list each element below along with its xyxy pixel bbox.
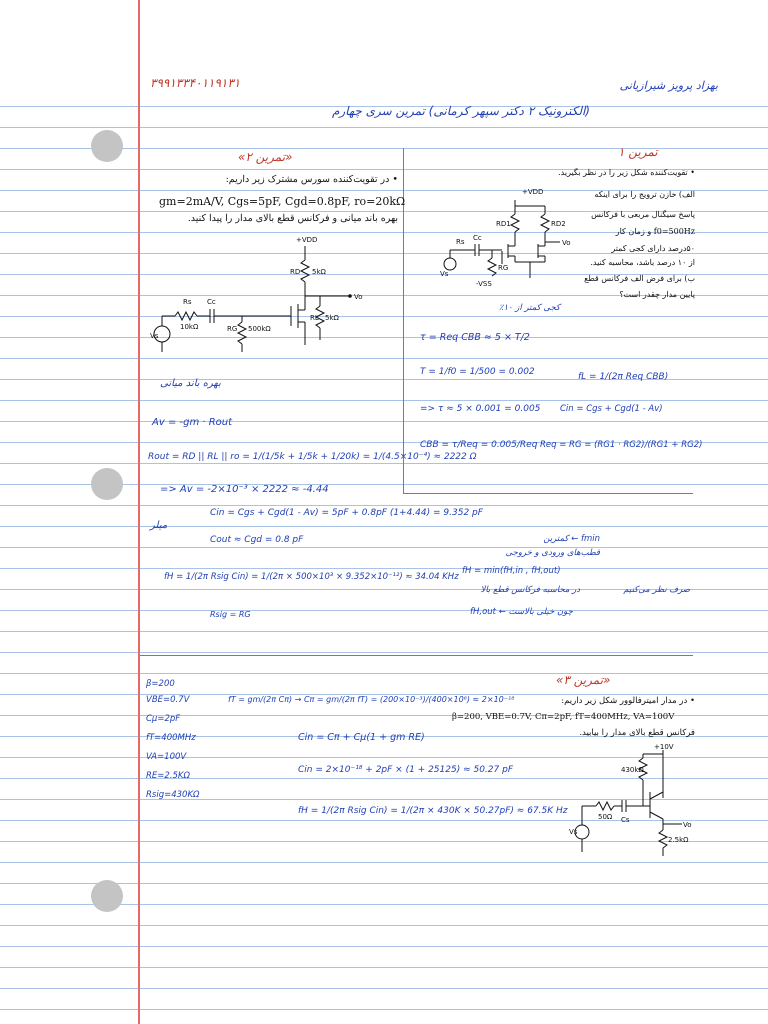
svg-text:+VDD: +VDD xyxy=(522,188,544,196)
q3-sol-line2: Cin = Cπ + Cμ(1 + gm RE) xyxy=(298,732,425,743)
svg-text:RL: RL xyxy=(310,314,319,322)
q3-params: β=200, VBE=0.7V, Cπ=2pF, fT=400MHz, VA=100V xyxy=(452,712,675,722)
page-title: (الکترونیک ۲ دکتر سپهر کرمانی) تمرین سری چهارم xyxy=(331,104,590,118)
q1-sol-line1: τ = Req CBB ≈ 5 × T/2 xyxy=(420,332,530,343)
q3-given-5: RE=2.5KΩ xyxy=(146,771,190,781)
svg-text:RD2: RD2 xyxy=(551,220,566,228)
q2-params: gm=2mA/V, Cgs=5pF, Cgd=0.8pF, ro=20kΩ xyxy=(159,195,406,208)
q3-given-6: Rsig=430KΩ xyxy=(146,790,200,800)
q2-sol-line7: Rsig = RG xyxy=(210,610,251,619)
q1-circuit xyxy=(440,186,580,291)
q1-line-5: از ۱۰ درصد باشد، محاسبه کنید. xyxy=(590,258,695,267)
q3-given-2: Cμ=2pF xyxy=(146,714,181,724)
q2-sol-line6: fH = 1/(2π Rsig Cin) = 1/(2π × 500×10³ × 9.352×10⁻¹²) ≈ 34.04 KHz xyxy=(164,572,459,582)
q3-given-3: fT=400MHz xyxy=(146,733,196,743)
q2-note1: fmin ← کمترین xyxy=(543,534,600,544)
svg-text:50Ω: 50Ω xyxy=(598,813,613,821)
q3-given-0: β=200 xyxy=(146,679,175,689)
q1-line-3: f0=500Hz و زمان کار xyxy=(615,227,695,236)
q1-sol-line3: fL = 1/(2π Req CBB) xyxy=(578,372,669,382)
q3-sol-line4: fH = 1/(2π Rsig Cin) = 1/(2π × 430K × 50.27pF) ≈ 67.5K Hz xyxy=(298,806,568,816)
q1-line-7: پایین مدار چقدر است؟ xyxy=(619,290,695,299)
red-margin-line xyxy=(138,0,140,1024)
q2-sol-line3: => Av = -2×10⁻³ × 2222 ≈ -4.44 xyxy=(160,484,329,495)
svg-text:Rs: Rs xyxy=(183,298,192,306)
svg-text:Vs: Vs xyxy=(150,332,159,340)
section-divider xyxy=(140,655,693,656)
q2-note2: قطب‌های ورودی و خروجی xyxy=(505,548,600,558)
svg-text:Vo: Vo xyxy=(354,293,363,301)
q1-line-1: الف) خازن ترویج را برای اینکه xyxy=(594,190,695,199)
q2-midband-heading: بهره باند میانی xyxy=(160,378,221,389)
q2-note6: صرف نظر می‌کنیم xyxy=(623,585,690,595)
q2-note4: در محاسبه فرکانس قطع بالا xyxy=(480,585,580,595)
q1-sol-line7: Req = RG = (RG1 · RG2)/(RG1 + RG2) xyxy=(540,440,703,450)
svg-text:2.5kΩ: 2.5kΩ xyxy=(668,836,689,844)
svg-text:Cc: Cc xyxy=(473,234,482,242)
svg-text:RD1: RD1 xyxy=(496,220,511,228)
svg-text:-VSS: -VSS xyxy=(476,280,492,288)
svg-text:RG: RG xyxy=(227,325,238,333)
q3-sol-line3: Cin = 2×10⁻¹⁸ + 2pF × (1 + 25125) ≈ 50.27 pF xyxy=(298,765,513,775)
q2-sol-line4: Cin = Cgs + Cgd(1 - Av) = 5pF + 0.8pF (1+4.44) = 9.352 pF xyxy=(210,508,483,518)
q1-line-6: ب) برای فرض الف فرکانس قطع xyxy=(584,274,695,283)
q1-sol-line4: => τ ≈ 5 × 0.001 = 0.005 xyxy=(420,404,541,414)
student-name: بهزاد پرویز شیرازیانی xyxy=(619,79,718,92)
student-id: ۳۹۹۱۳۳۴۰۱۱۹۱۳۱ xyxy=(150,76,241,90)
svg-text:500kΩ: 500kΩ xyxy=(248,325,271,333)
svg-text:+10V: +10V xyxy=(654,743,674,751)
q1-sol-line2: T = 1/f0 = 1/500 = 0.002 xyxy=(420,367,535,377)
q2-sol-line5: Cout ≈ Cgd = 0.8 pF xyxy=(210,535,304,545)
svg-text:5kΩ: 5kΩ xyxy=(312,268,326,276)
binder-hole-middle xyxy=(91,468,123,500)
q2-sol-line2: Rout = RD || RL || ro = 1/(1/5k + 1/5k + 1/20k) = 1/(4.5×10⁻⁴) ≈ 2222 Ω xyxy=(148,452,477,462)
q2-note3: fH = min(fH,in , fH,out) xyxy=(462,566,561,576)
q3-prompt-line2: فرکانس قطع بالای مدار را بیابید. xyxy=(579,728,695,738)
q3-badge: «تمرین ۳» xyxy=(556,673,611,687)
q3-prompt-line1: • در مدار امیترفالوور شکل زیر داریم: xyxy=(561,696,695,706)
q3-given-1: VBE=0.7V xyxy=(146,695,190,705)
svg-text:Vo: Vo xyxy=(562,239,571,247)
svg-text:5kΩ: 5kΩ xyxy=(325,314,339,322)
q1-bottom-divider xyxy=(403,493,693,494)
q3-given-4: VA=100V xyxy=(146,752,187,762)
q2-badge: «تمرین ۲» xyxy=(238,150,293,164)
svg-text:Vo: Vo xyxy=(683,821,692,829)
q1-sol-line5: CBB = τ/Req = 0.005/Req xyxy=(420,440,538,450)
svg-text:Cc: Cc xyxy=(207,298,216,306)
q1-sol-heading: کجی کمتر از ۱۰٪ xyxy=(498,303,560,313)
q1-sol-line6: Cin = Cgs + Cgd(1 - Av) xyxy=(560,404,663,414)
q2-note5: fH,out ← چون خیلی بالاست xyxy=(470,607,573,617)
svg-text:Vs: Vs xyxy=(440,270,449,278)
binder-hole-bottom xyxy=(91,880,123,912)
binder-hole-top xyxy=(91,130,123,162)
svg-text:Cs: Cs xyxy=(621,816,630,824)
svg-text:430kΩ: 430kΩ xyxy=(621,766,644,774)
q1-line-0: • تقویت‌کننده شکل زیر را در نظر بگیرید. xyxy=(558,168,695,177)
q2-circuit xyxy=(150,230,385,360)
q1-line-2: پاسخ سیگنال مربعی با فرکانس xyxy=(591,210,695,219)
q2-prompt-line2: بهره باند میانی و فرکانس قطع بالای مدار را پیدا کنید. xyxy=(187,213,398,224)
svg-text:Rs: Rs xyxy=(456,238,465,246)
q2-sol-line1: Av = -gm · Rout xyxy=(152,417,233,428)
q2-miller-label: میلر xyxy=(150,520,168,531)
q2-prompt-line1: • در تقویت‌کننده سورس مشترک زیر داریم: xyxy=(225,174,398,185)
svg-text:Vs: Vs xyxy=(569,828,578,836)
q3-circuit xyxy=(568,742,693,862)
svg-text:RD: RD xyxy=(290,268,301,276)
svg-text:RG: RG xyxy=(498,264,509,272)
q3-sol-line1: fT = gm/(2π Cπ) → Cπ = gm/(2π fT) = (200×10⁻³)/(400×10⁶) ≈ 2×10⁻¹⁸ xyxy=(228,695,515,704)
q1-line-4: ۵۰درصد دارای کجی کمتر xyxy=(611,244,695,253)
svg-text:+VDD: +VDD xyxy=(296,236,318,244)
svg-text:10kΩ: 10kΩ xyxy=(180,323,199,331)
q1-badge: تمرین ۱ xyxy=(618,145,658,159)
page-top-margin xyxy=(0,0,768,86)
